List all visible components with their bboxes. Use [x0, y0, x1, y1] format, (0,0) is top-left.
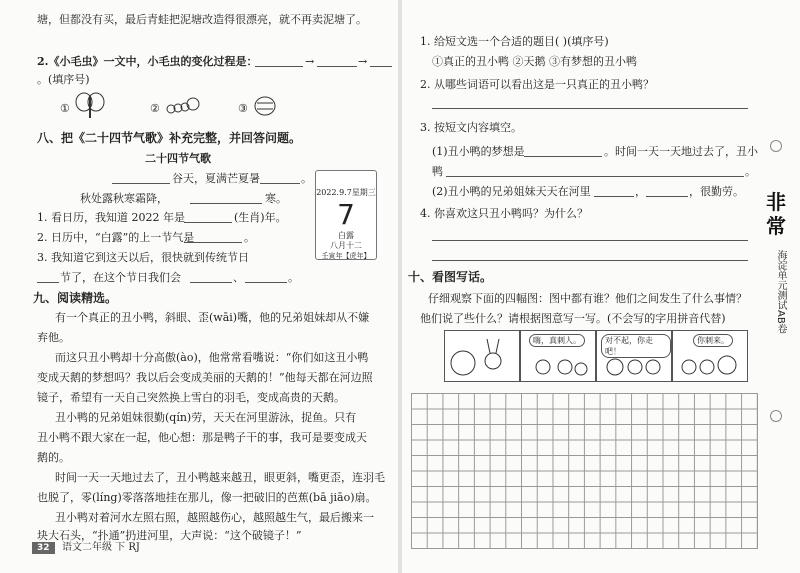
calendar-lunar: 八月十二 [330, 241, 362, 250]
arrow: → [305, 55, 315, 68]
poem-line-1-end: 。 [301, 172, 312, 185]
answer-blank[interactable] [190, 203, 262, 204]
question-3-line-2: 节了，在这个节日我们会 [60, 271, 181, 284]
apology-scene-icon [597, 331, 671, 381]
answer-blank[interactable] [594, 196, 634, 197]
cocoon-icon [253, 95, 277, 117]
butterfly-icon [75, 90, 105, 122]
poem-line-2-end: 寒。 [265, 192, 287, 205]
answer-blank[interactable] [255, 66, 303, 67]
answer-blank[interactable] [184, 242, 242, 243]
answer-blank[interactable] [245, 282, 287, 283]
question-3-part-1: (1)丑小鸭的梦想是 [432, 145, 525, 158]
speech-bubble: 对不起，你走吧！ [601, 334, 671, 358]
writing-grid[interactable] [411, 393, 758, 549]
comic-panel-3 [596, 330, 672, 382]
calendar-date: 2022.9.7星期三 [316, 188, 376, 197]
calendar-year: 壬寅年【虎年】 [321, 252, 371, 260]
answer-blank[interactable] [260, 183, 300, 184]
brand-logo: 非常 [766, 190, 786, 238]
answer-line[interactable] [432, 240, 748, 241]
poem-line-2: 秋处露秋寒霜降， [80, 192, 168, 205]
passage-line: 块大石头，“扑通”扔进河里，大声说：“这个破镜子！” [37, 529, 302, 542]
answer-blank[interactable] [370, 66, 392, 67]
section-9-title: 九、阅读精选。 [33, 291, 118, 305]
question-3-part-2: (2)丑小鸭的兄弟姐妹天天在河里 [432, 185, 591, 198]
section-8-title: 八、把《二十四节气歌》补充完整，并回答问题。 [37, 131, 302, 145]
passage-line: 也脱了，零(líng)零落落地挂在那儿，像一把破旧的芭蕉(bā jiāo)扇。 [37, 491, 377, 504]
question-3-part-1-line-2: 鸭 [432, 165, 443, 178]
page-number: 32 [32, 542, 55, 554]
passage-line: 变成天鹅的梦想吗？我以后会变成美丽的天鹅的！”他每天都在河边照 [37, 371, 373, 384]
option-2-label: ② [150, 102, 160, 115]
answer-blank[interactable] [446, 176, 744, 177]
passage-line: 而这只丑小鸭却十分高傲(ào)，他常常看嘴说：“你们如这丑小鸭 [55, 351, 369, 364]
passage-line: 有一个真正的丑小鸭，斜眼、歪(wāi)嘴，他的兄弟姐妹却从不嫌 [55, 311, 370, 324]
answer-blank[interactable] [190, 282, 232, 283]
arrow: → [358, 55, 368, 68]
intro-tail: 塘，但都没有买，最后青蛙把泥塘改造得很漂亮，就不再卖泥塘了。 [37, 13, 367, 26]
question-3-end: 。 [288, 271, 299, 284]
passage-line: 丑小鸭对着河水左照右照，越照越伤心，越照越生气，最后搬来一 [55, 511, 374, 524]
answer-blank[interactable] [317, 66, 357, 67]
poem-title: 二十四节气歌 [145, 152, 211, 165]
question-3-part-2-end: ，很勤劳。 [689, 185, 744, 198]
question-2-caterpillar: 2.《小毛虫》一文中，小毛虫的变化过程是： [37, 55, 258, 68]
question-3-festival: 3. 我知道它到这天以后，很快就到传统节日 [37, 251, 249, 264]
question-3-part-1-stop: 。 [745, 165, 756, 178]
question-4-opinion: 4. 你喜欢这只丑小鸭吗？为什么？ [420, 207, 588, 220]
question-3-sep: ， [635, 185, 646, 198]
comic-panel-1 [444, 330, 520, 382]
comic-panel-4 [672, 330, 748, 382]
section-10-title: 十、看图写话。 [408, 270, 493, 284]
passage-line: 鹅的。 [37, 451, 70, 464]
option-1-label: ① [60, 102, 70, 115]
binding-hole [770, 410, 782, 422]
friends-scene-icon [673, 331, 747, 381]
question-2-solar-term: 2. 日历中，“白露”的上一节气是 [37, 231, 195, 244]
answer-blank[interactable] [646, 196, 688, 197]
rabbits-scene-icon [521, 331, 595, 381]
answer-blank[interactable] [112, 183, 170, 184]
question-2-end: 。 [244, 231, 255, 244]
question-1-end: (生肖)年。 [234, 211, 287, 224]
footer-label: 语文二年级 下 RJ [62, 542, 140, 553]
calendar-day: 7 [337, 198, 355, 231]
passage-line: 弃他。 [37, 331, 70, 344]
speech-bubble: 嗨，真刺人。 [529, 334, 585, 347]
option-3-label: ③ [238, 102, 248, 115]
answer-line[interactable] [432, 260, 748, 261]
comic-panel-2 [520, 330, 596, 382]
series-banner [756, 40, 796, 490]
answer-line[interactable] [432, 108, 748, 109]
passage-line: 时间一天一天地过去了，丑小鸭越来越丑，眼更斜，嘴更歪，连羽毛 [55, 471, 385, 484]
section-10-instructions: 仔细观察下面的四幅图：图中都有谁？他们之间发生了什么事情？ [428, 292, 747, 305]
passage-line: 丑小鸭的兄弟姐妹很勤(qín)劳，天天在河里游泳，捉鱼。只有 [55, 411, 357, 424]
passage-line: 镜子，希望有一天自己突然换上雪白的羽毛，变成高贵的天鹅。 [37, 391, 345, 404]
passage-line: 丑小鸭不跟大家在一起，他心想：那是鸭子干的事，我可是要变成天 [37, 431, 367, 444]
speech-bubble: 你刺来。 [693, 334, 733, 347]
answer-blank[interactable] [37, 282, 59, 283]
calendar-card [315, 170, 377, 260]
binding-hole [770, 140, 782, 152]
question-2-words: 2. 从哪些词语可以看出这是一只真正的丑小鸭？ [420, 78, 654, 91]
question-1-title: 1. 给短文选一个合适的题目( )(填序号) [420, 35, 609, 48]
answer-blank[interactable] [524, 156, 602, 157]
question-2-hint: 。(填序号) [37, 73, 90, 86]
question-1-zodiac: 1. 看日历，我知道 2022 年是 [37, 211, 185, 224]
calendar-term: 白露 [338, 231, 354, 240]
hedgehog-rabbit-scene-icon [445, 331, 519, 381]
caterpillar-icon [166, 95, 200, 117]
question-3-part-1-end: 。时间一天一天地过去了，丑小 [604, 145, 758, 158]
brand-subtitle: 海淀单元测试AB卷 [775, 250, 786, 334]
question-1-options: ①真正的丑小鸭 ②天鹅 ③有梦想的丑小鸭 [432, 55, 637, 68]
question-3-sep: 、 [233, 271, 244, 284]
question-3-fill: 3. 按短文内容填空。 [420, 121, 522, 134]
poem-line-1: 谷天，夏满芒夏暑 [172, 172, 260, 185]
answer-blank[interactable] [184, 222, 232, 223]
section-10-instructions: 他们说了些什么？请根据图意写一写。(不会写的字用拼音代替) [420, 312, 726, 325]
